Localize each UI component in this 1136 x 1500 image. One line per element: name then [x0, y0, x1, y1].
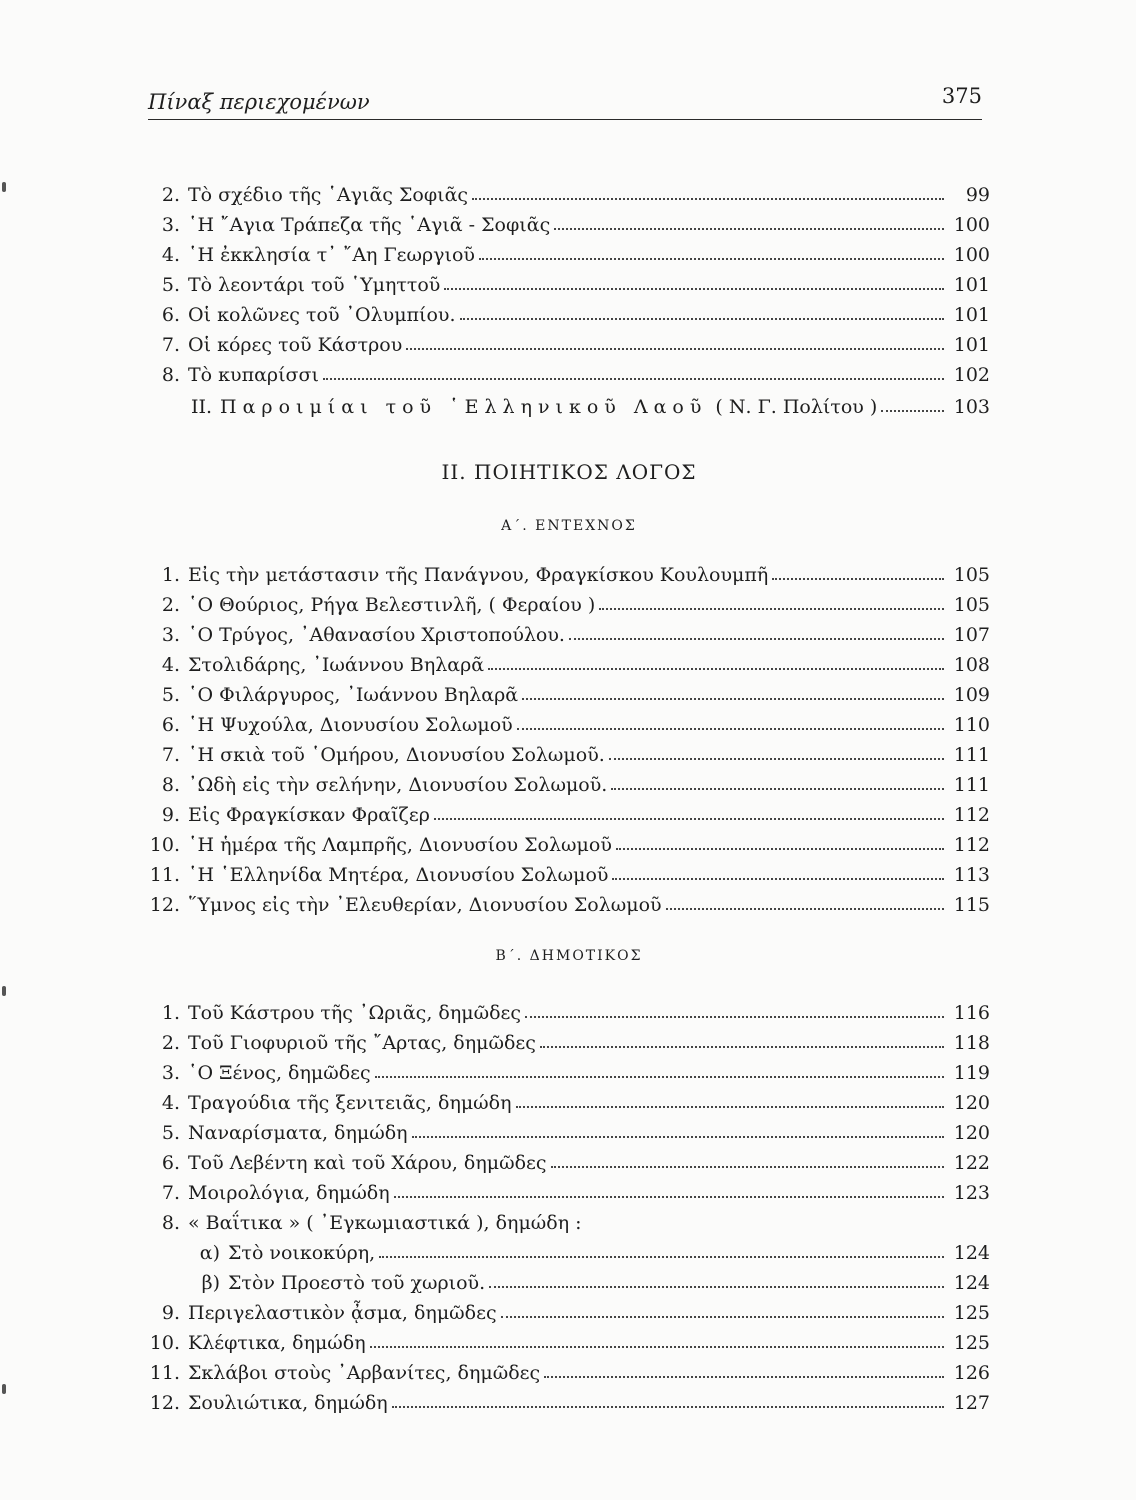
dot-leader [666, 908, 944, 910]
toc-entry [148, 1084, 990, 1114]
entry-number: 10. [149, 834, 180, 856]
entry-title: Οἱ κολῶνες τοῦ ᾽Ολυμπίου. [188, 304, 456, 326]
entry-number: 6. [161, 1152, 180, 1174]
entry-number: 5. [161, 1122, 180, 1144]
entry-number: 6. [161, 714, 180, 736]
dot-leader [611, 788, 944, 790]
dot-leader [554, 228, 944, 230]
entry-title: Σουλιώτικα, δημώδη [188, 1392, 388, 1414]
entry-title: ῾Ο Τρύγος, ᾽Αθανασίου Χριστοπούλου. [188, 624, 565, 646]
entry-number: 9. [161, 804, 180, 826]
toc-entry [148, 1144, 990, 1174]
entry-title: Οἱ κόρες τοῦ Κάστρου [188, 334, 403, 356]
dot-leader [599, 608, 944, 610]
dot-leader [612, 878, 944, 880]
section-b-heading: Β΄. ΔΗΜΟΤΙΚΟΣ [495, 948, 643, 964]
entry-number: 1. [161, 1002, 180, 1024]
entry-page: 101 [953, 304, 990, 326]
entry-page: 110 [953, 714, 990, 736]
entry-title: Εἰς Φραγκίσκαν Φραῖζερ [188, 804, 430, 826]
header-rule [148, 119, 982, 120]
dot-leader [379, 1256, 944, 1258]
entry-page: 101 [953, 334, 990, 356]
entry-title: Μοιρολόγια, δημώδη [188, 1182, 390, 1204]
dot-leader [479, 258, 944, 260]
toc-entry [148, 856, 990, 886]
entry-number: 12. [149, 1392, 180, 1414]
entry-page: 113 [953, 864, 990, 886]
entry-page: 122 [953, 1152, 990, 1174]
entry-page: 123 [953, 1182, 990, 1204]
dot-leader [525, 1016, 944, 1018]
dot-leader [444, 288, 944, 290]
scan-edge-mark [2, 986, 6, 996]
entry-title: Εἰς τὴν μετάστασιν τῆς Πανάγνου, Φραγκίσκου Κουλουμπῆ [188, 564, 769, 586]
scan-edge-mark [2, 182, 6, 192]
entry-page: 108 [953, 654, 990, 676]
entry-title: Στὸ νοικοκύρη, [228, 1242, 376, 1264]
entry-title: ῾Η ἐκκλησία τ᾽ ῎Αη Γεωργιοῦ [188, 244, 475, 266]
entry-page: 105 [953, 564, 990, 586]
toc-entry [148, 266, 990, 296]
entry-number: 12. [149, 894, 180, 916]
entry-number: 3. [161, 1062, 180, 1084]
toc-entry [148, 1054, 990, 1084]
toc-entry [148, 616, 990, 646]
toc-entry [148, 356, 990, 386]
toc-top-list [148, 176, 990, 418]
entry-page: 101 [953, 274, 990, 296]
toc-entry [148, 236, 990, 266]
dot-leader [540, 1046, 944, 1048]
entry-title: Σκλάβοι στοὺς ᾽Αρβανίτες, δημῶδες [188, 1362, 541, 1384]
entry-page: 126 [953, 1362, 990, 1384]
toc-entry [148, 1354, 990, 1384]
entry-number: 4. [161, 654, 180, 676]
entry-page: 112 [953, 804, 990, 826]
entry-page: 100 [953, 214, 990, 236]
dot-leader [516, 1106, 944, 1108]
entry-number: 4. [161, 1092, 180, 1114]
entry-title: Τὸ σχέδιο τῆς ῾Αγιᾶς Σοφιᾶς [188, 184, 469, 206]
dot-leader [392, 1406, 944, 1408]
entry-page: 109 [953, 684, 990, 706]
entry-page: 125 [953, 1302, 990, 1324]
entry-page: 100 [953, 244, 990, 266]
dot-leader [412, 1136, 944, 1138]
entry-number: 2. [161, 1032, 180, 1054]
entry-number: 7. [161, 1182, 180, 1204]
entry-title: ῾Ο Ξένος, δημῶδες [188, 1062, 371, 1084]
part-heading: ΙΙ. ΠΟΙΗΤΙΚΟΣ ΛΟΓΟΣ [441, 460, 697, 484]
entry-number: 7. [161, 334, 180, 356]
entry-author: ( Ν. Γ. Πολίτου ) [715, 396, 878, 418]
entry-title: ῾Η Ψυχούλα, Διονυσίου Σολωμοῦ [188, 714, 513, 736]
entry-number: 7. [161, 744, 180, 766]
scan-edge-mark [2, 1384, 6, 1394]
dot-leader [544, 1376, 944, 1378]
entry-number: ΙΙ. [190, 396, 212, 418]
toc-entry [148, 296, 990, 326]
dot-leader [569, 638, 944, 640]
entry-title: Περιγελαστικὸν ᾆσμα, δημῶδες [188, 1302, 497, 1324]
toc-entry [148, 326, 990, 356]
dot-leader [323, 378, 944, 380]
entry-number: α) [199, 1242, 220, 1264]
toc-entry [148, 766, 990, 796]
toc-section-a-list [148, 556, 990, 916]
entry-number: 3. [161, 214, 180, 236]
entry-page: 116 [953, 1002, 990, 1024]
entry-number: 8. [161, 774, 180, 796]
dot-leader [517, 728, 944, 730]
entry-number: 2. [161, 184, 180, 206]
toc-entry [148, 1324, 990, 1354]
toc-entry-proverbs [148, 386, 990, 418]
dot-leader [370, 1346, 944, 1348]
entry-number: 1. [161, 564, 180, 586]
entry-page: 125 [953, 1332, 990, 1354]
entry-title: ῾Η ῾Ελληνίδα Μητέρα, Διονυσίου Σολωμοῦ [188, 864, 609, 886]
entry-title: Τὸ κυπαρίσσι [188, 364, 319, 386]
running-title: Πίναξ περιεχομένων [148, 90, 370, 114]
dot-leader [488, 668, 944, 670]
entry-page: 115 [953, 894, 990, 916]
dot-leader [489, 1286, 944, 1288]
toc-entry [148, 556, 990, 586]
entry-number: 5. [161, 684, 180, 706]
toc-entry [148, 1024, 990, 1054]
dot-leader [472, 198, 944, 200]
entry-title: Κλέφτικα, δημώδη [188, 1332, 366, 1354]
entry-page: 105 [953, 594, 990, 616]
entry-page: 127 [953, 1392, 990, 1414]
entry-page: 124 [953, 1242, 990, 1264]
entry-number: 8. [161, 364, 180, 386]
entry-title: ῾Ο Φιλάργυρος, ᾽Ιωάννου Βηλαρᾶ [188, 684, 519, 706]
entry-number: 8. [161, 1212, 180, 1234]
entry-title: ᾽Ωδὴ εἰς τὴν σελήνην, Διονυσίου Σολωμοῦ. [188, 774, 608, 796]
entry-page: 111 [953, 774, 990, 796]
entry-page: 103 [953, 396, 990, 418]
entry-number: 4. [161, 244, 180, 266]
entry-title: « Βαΐτικα » ( ᾽Εγκωμιαστικά ), δημώδη : [188, 1212, 582, 1234]
page-number: 375 [941, 84, 982, 108]
entry-title: Στὸν Προεστὸ τοῦ χωριοῦ. [228, 1272, 486, 1294]
toc-entry [148, 176, 990, 206]
entry-title: ῞Υμνος εἰς τὴν ᾽Ελευθερίαν, Διονυσίου Σολωμοῦ [188, 894, 662, 916]
entry-number: 9. [161, 1302, 180, 1324]
toc-entry [148, 736, 990, 766]
entry-title: Τοῦ Λεβέντη καὶ τοῦ Χάρου, δημῶδες [188, 1152, 547, 1174]
toc-entry [148, 886, 990, 916]
section-a-heading: Α΄. ΕΝΤΕΧΝΟΣ [501, 518, 637, 534]
toc-entry [148, 826, 990, 856]
dot-leader [522, 698, 944, 700]
entry-number: 5. [161, 274, 180, 296]
toc-entry [148, 706, 990, 736]
dot-leader [406, 348, 944, 350]
entry-number: 11. [149, 1362, 180, 1384]
entry-page: 118 [953, 1032, 990, 1054]
dot-leader [772, 578, 944, 580]
entry-page: 120 [953, 1092, 990, 1114]
dot-leader [616, 848, 944, 850]
entry-title: Στολιδάρης, ᾽Ιωάννου Βηλαρᾶ [188, 654, 485, 676]
toc-entry [148, 1384, 990, 1414]
entry-page: 99 [965, 184, 990, 206]
entry-number: 2. [161, 594, 180, 616]
entry-title: Ναναρίσματα, δημώδη [188, 1122, 408, 1144]
toc-subentry [148, 1264, 990, 1294]
toc-entry [148, 646, 990, 676]
toc-entry [148, 206, 990, 236]
entry-page: 111 [953, 744, 990, 766]
toc-entry [148, 1174, 990, 1204]
dot-leader [881, 410, 944, 412]
dot-leader [375, 1076, 944, 1078]
entry-title: ῾Η ἡμέρα τῆς Λαμπρῆς, Διονυσίου Σολωμοῦ [188, 834, 612, 856]
toc-entry [148, 796, 990, 826]
toc-entry [148, 1204, 990, 1234]
toc-section-b-list [148, 994, 990, 1414]
entry-title: Τραγούδια τῆς ξενιτειᾶς, δημώδη [188, 1092, 512, 1114]
dot-leader [609, 758, 944, 760]
toc-entry [148, 994, 990, 1024]
dot-leader [460, 318, 944, 320]
entry-number: β) [201, 1272, 220, 1294]
entry-title: ῾Ο Θούριος, Ρήγα Βελεστινλῆ, ( Φεραίου ) [188, 594, 596, 616]
entry-page: 107 [953, 624, 990, 646]
entry-page: 112 [953, 834, 990, 856]
entry-title: ῾Η ῎Αγια Τράπεζα τῆς ῾Αγιᾶ - Σοφιᾶς [188, 214, 551, 236]
entry-title: Τοῦ Κάστρου τῆς ᾽Ωριᾶς, δημῶδες [188, 1002, 521, 1024]
entry-number: 11. [149, 864, 180, 886]
toc-entry [148, 1294, 990, 1324]
entry-number: 10. [149, 1332, 180, 1354]
entry-page: 120 [953, 1122, 990, 1144]
dot-leader [394, 1196, 944, 1198]
dot-leader [501, 1316, 944, 1318]
entry-page: 124 [953, 1272, 990, 1294]
dot-leader [434, 818, 944, 820]
entry-title: Τὸ λεοντάρι τοῦ ῾Υμηττοῦ [188, 274, 441, 296]
dot-leader [551, 1166, 945, 1168]
toc-entry [148, 1114, 990, 1144]
entry-number: 3. [161, 624, 180, 646]
toc-entry [148, 586, 990, 616]
entry-title: Παροιμίαι τοῦ ῾Ελληνικοῦ Λαοῦ [220, 396, 708, 418]
entry-page: 119 [953, 1062, 990, 1084]
entry-title: ῾Η σκιὰ τοῦ ῾Ομήρου, Διονυσίου Σολωμοῦ. [188, 744, 605, 766]
toc-entry [148, 676, 990, 706]
entry-title: Τοῦ Γιοφυριοῦ τῆς ῎Αρτας, δημῶδες [188, 1032, 536, 1054]
running-header [148, 84, 982, 118]
entry-page: 102 [953, 364, 990, 386]
entry-number: 6. [161, 304, 180, 326]
toc-subentry [148, 1234, 990, 1264]
